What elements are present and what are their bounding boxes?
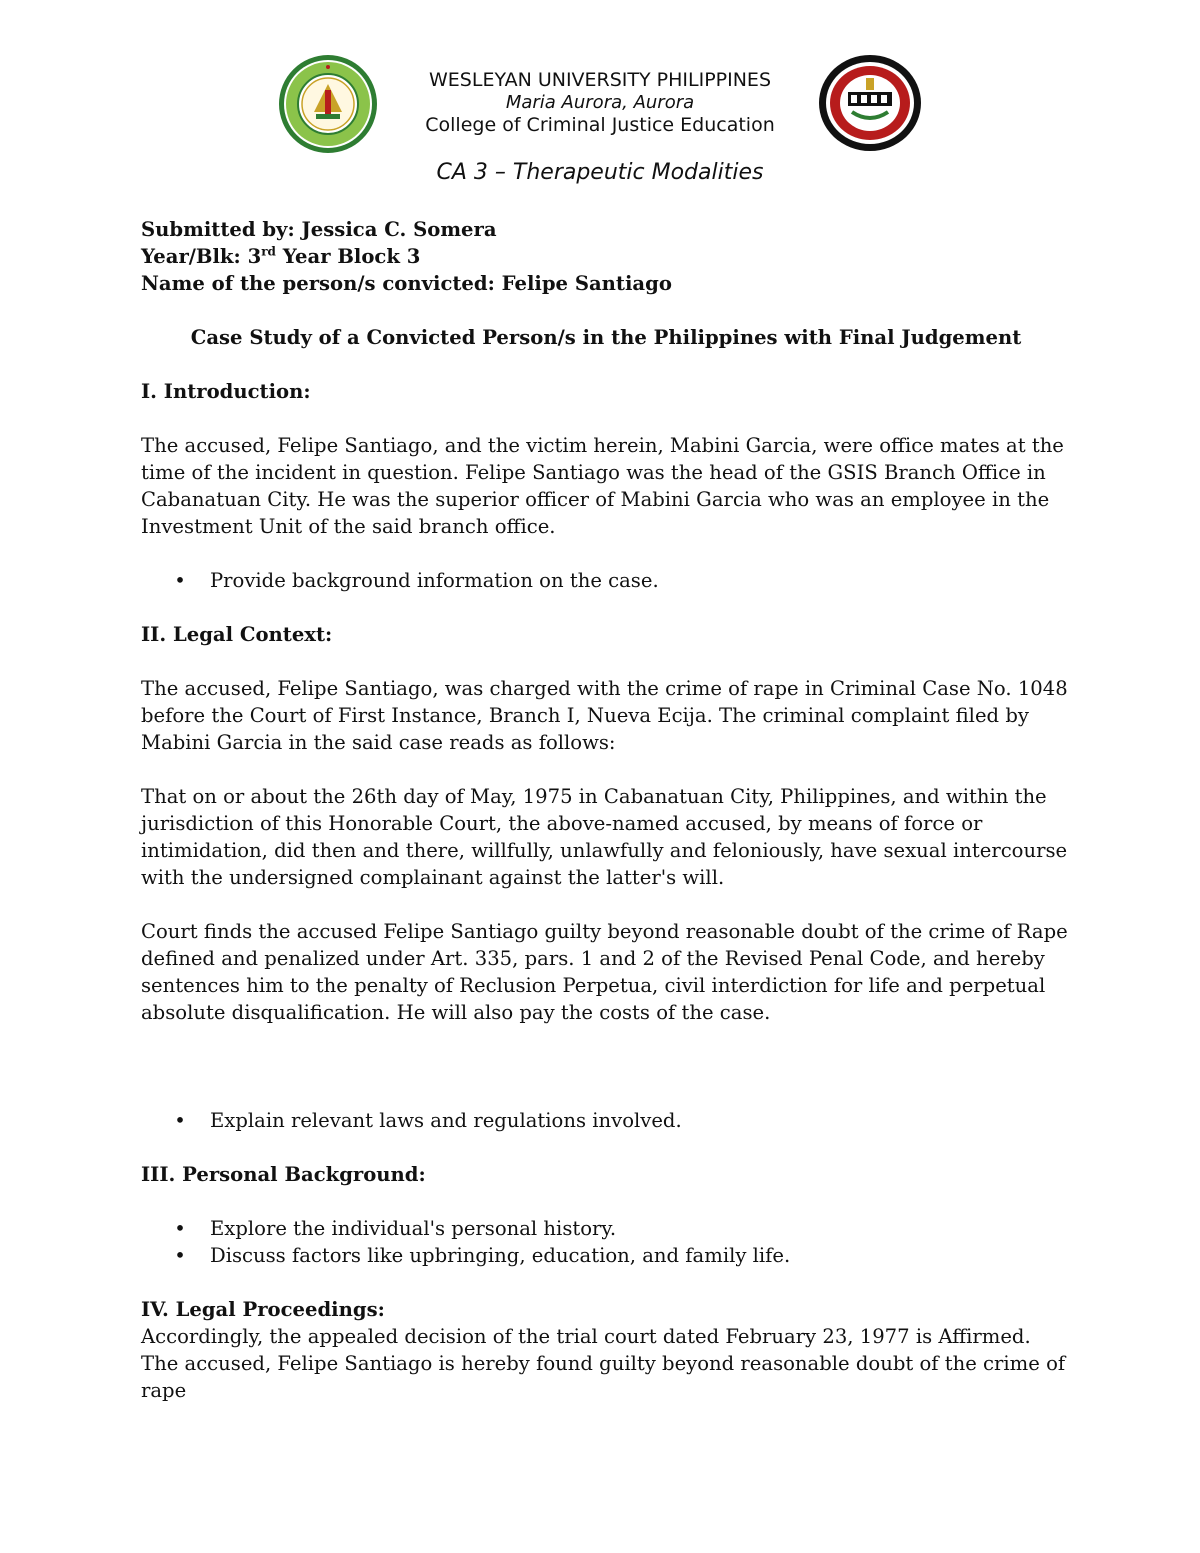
college-name: College of Criminal Justice Education [425,114,775,136]
year-ordinal-suffix: rd [261,244,276,259]
legal-context-paragraph-2: That on or about the 26th day of May, 1975 in Cabanatuan City, Philippines, and within the jurisdiction of this Honorable Court, the above-named accused, by means of force or intimidation, did then and there, willfully, unlawfully and feloniously, have sexual intercourse with the undersigned complainant against the latter's will. [141,785,1068,889]
year-number: 3 [247,245,262,268]
bullet-icon: • [174,1217,186,1240]
section-heading-legal-proceedings: IV. Legal Proceedings: [141,1298,385,1321]
submitted-by-value: Jessica C. Somera [301,218,497,241]
legal-context-paragraph-3: Court finds the accused Felipe Santiago guilty beyond reasonable doubt of the crime of Rape defined and penalized under Art. 335, pars. 1 and 2 of the Revised Penal Code, and hereby sentences him to the penalty of Reclusion Perpetua, civil interdiction for life and perpetual absolute disqualification. He will also pay the costs of the case. [141,920,1068,1024]
list-item-text: Provide background information on the case. [210,569,659,592]
introduction-paragraph: The accused, Felipe Santiago, and the victim herein, Mabini Garcia, were office mates at the time of the incident in question. Felipe Santiago was the head of the GSIS Branch Office in Cabanatuan City. He was the superior officer of Mabini Garcia who was an employee in the Investment Unit of the said branch office. [141,434,1064,538]
bullet-icon: • [174,569,186,592]
list-item [174,1107,1071,1134]
wup-seal-icon [278,54,378,154]
year-block-line [141,243,1071,270]
legal-proceedings-paragraph: Accordingly, the appealed decision of the trial court dated February 23, 1977 is Affirmed. The accused, Felipe Santiago is hereby found guilty beyond reasonable doubt of the crime of rape [141,1325,1066,1402]
list-item [174,1215,1071,1242]
submitted-by-label: Submitted by: [141,218,295,241]
year-block-value: Year Block 3 [282,245,421,268]
introduction-bullet-list [141,567,1071,594]
convicted-label: Name of the person/s convicted: [141,272,495,295]
section-heading-personal-background: III. Personal Background: [141,1163,426,1186]
list-item-text: Explore the individual's personal history. [210,1217,617,1240]
section-heading-introduction: I. Introduction: [141,380,311,403]
case-study-title: Case Study of a Convicted Person/s in the Philippines with Final Judgement [190,326,1022,349]
course-title: CA 3 – Therapeutic Modalities [436,160,764,185]
ccje-seal-icon [818,54,922,152]
bullet-icon: • [174,1109,186,1132]
document-header [0,50,1200,160]
university-location: Maria Aurora, Aurora [505,92,695,113]
year-block-label: Year/Blk: [141,245,241,268]
document-body [141,216,1071,1404]
list-item [174,567,1071,594]
legal-context-bullet-list [141,1107,1071,1134]
convicted-line [141,270,1071,297]
institution-block [390,68,810,137]
list-item-text: Discuss factors like upbringing, education, and family life. [210,1244,791,1267]
list-item [174,1242,1071,1269]
list-item-text: Explain relevant laws and regulations involved. [210,1109,682,1132]
legal-context-paragraph-1: The accused, Felipe Santiago, was charged with the crime of rape in Criminal Case No. 1048 before the Court of First Instance, Branch I, Nueva Ecija. The criminal complaint filed by Mabini Garcia in the said case reads as follows: [141,677,1068,754]
section-heading-legal-context: II. Legal Context: [141,623,333,646]
submitted-by-line [141,216,1071,243]
university-name: WESLEYAN UNIVERSITY PHILIPPINES [429,69,771,91]
personal-background-bullet-list [141,1215,1071,1269]
convicted-value: Felipe Santiago [501,272,672,295]
bullet-icon: • [174,1244,186,1267]
